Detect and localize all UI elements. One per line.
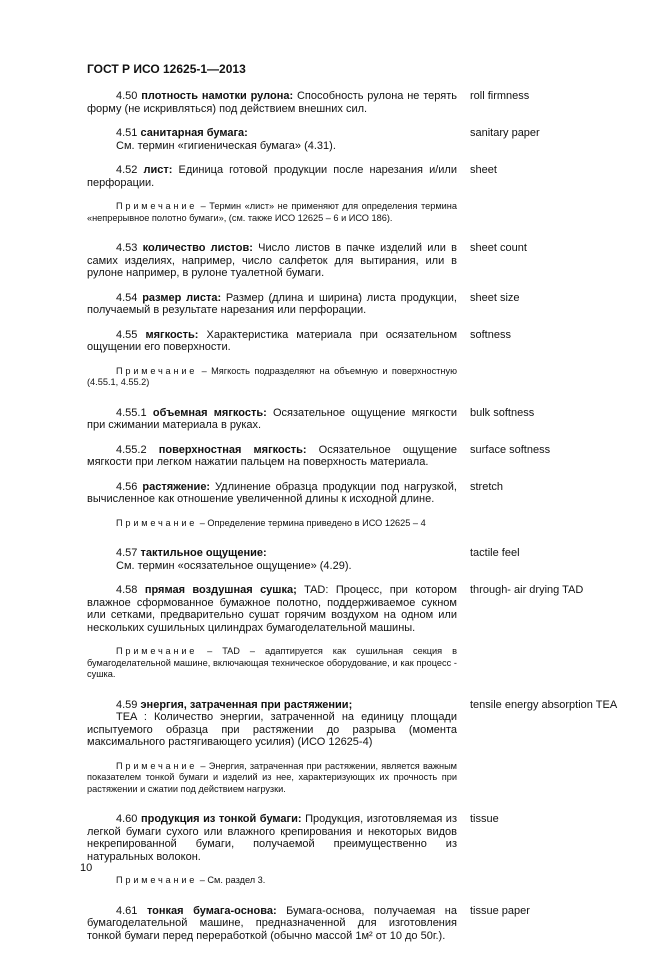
term-name: прямая воздушная сушка; bbox=[144, 584, 297, 596]
note-text: – См. раздел 3. bbox=[197, 875, 266, 885]
term-definition bbox=[87, 90, 457, 115]
term-definition bbox=[87, 127, 457, 152]
term-number: 4.55 bbox=[116, 328, 138, 341]
note-text: – Энергия, затраченная при растяжении, является важным показателем тонкой бумаги и изделий из нее, характеризующих их прочность при растяжении и сжатии под действием нагрузки. bbox=[87, 760, 457, 794]
english-equivalent: bulk softness bbox=[470, 406, 535, 419]
term-entry-4-58 bbox=[87, 584, 649, 634]
term-name: тактильное ощущение: bbox=[140, 547, 267, 559]
term-definition bbox=[87, 164, 457, 189]
term-number: 4.54 bbox=[116, 291, 138, 304]
term-definition bbox=[87, 547, 457, 572]
note-label: Примечание bbox=[116, 875, 198, 885]
english-equivalent: tensile energy absorption TEA bbox=[470, 698, 618, 711]
english-equivalent: roll firmness bbox=[470, 90, 530, 102]
english-equivalent: tissue paper bbox=[470, 904, 530, 917]
term-definition bbox=[87, 481, 457, 506]
term-entry-4-60 bbox=[87, 813, 649, 863]
term-name: тонкая бумага-основа: bbox=[146, 904, 277, 917]
english-equivalent: surface softness bbox=[470, 443, 551, 456]
definition-text: Единица готовой продукции после нарезания и/или перфорации. bbox=[87, 164, 457, 189]
term-name: объемная мягкость: bbox=[152, 406, 267, 419]
english-equivalent: sheet count bbox=[470, 242, 527, 254]
term-number: 4.58 bbox=[116, 584, 138, 596]
definition-text: Продукция, изготовляемая из легкой бумаги сухого или влажного крепирования и некоторых видов некрепированной бумаги, получаемой преимущественно из натуральных волокон. bbox=[87, 813, 457, 863]
note-text: – Мягкость подразделяют на объемную и поверхностную (4.55.1, 4.55.2) bbox=[87, 365, 457, 387]
term-name: растяжение: bbox=[142, 480, 211, 493]
term-entry-4-57 bbox=[87, 547, 649, 572]
term-name: плотность намотки рулона: bbox=[141, 90, 294, 102]
term-name: лист: bbox=[143, 164, 173, 176]
term-name: количество листов: bbox=[142, 242, 253, 254]
term-definition bbox=[87, 444, 457, 469]
term-number: 4.56 bbox=[116, 480, 138, 493]
term-definition bbox=[87, 242, 457, 280]
note-label: Примечание bbox=[116, 517, 198, 528]
definition-text: Бумага-основа, получаемая на бумагоделательной машине, предназначенной для изготовления тонкой бумаги перед переработкой (обычно массой 1м² от 10 до 50г.). bbox=[87, 904, 457, 942]
note-4-59 bbox=[87, 761, 457, 796]
term-entry-4-59 bbox=[87, 699, 649, 749]
definition-text: Способность рулона не терять форму (не искривляться) под действием внешних сил. bbox=[87, 90, 458, 115]
definition-text: Характеристика материала при осязательном ощущении его поверхности. bbox=[87, 328, 458, 353]
english-equivalent: softness bbox=[470, 328, 511, 341]
term-number: 4.53 bbox=[116, 242, 138, 254]
definition-text: Удлинение образца продукции под нагрузкой, вычисленное как отношение увеличенной длины к исходной длине. bbox=[87, 480, 457, 505]
term-definition bbox=[87, 813, 457, 863]
note-text: – TAD – адаптируется как сушильная секция в бумагоделательной машине, включающая техническое оборудование, и как процесс - сушка. bbox=[87, 646, 457, 679]
term-number: 4.55.1 bbox=[116, 406, 147, 419]
term-number: 4.52 bbox=[116, 164, 138, 176]
term-name: санитарная бумага: bbox=[140, 127, 248, 139]
term-definition bbox=[87, 699, 457, 749]
english-equivalent: tissue bbox=[470, 813, 499, 825]
term-name: поверхностная мягкость: bbox=[158, 443, 307, 456]
note-4-55 bbox=[87, 366, 457, 389]
definition-text: См. термин «гигиеническая бумага» (4.31). bbox=[116, 139, 336, 152]
note-text: – Термин «лист» не применяют для определения термина «непрерывное полотно бумаги», (см. также ИСО 12625 – 6 и ИСО 186). bbox=[87, 201, 457, 223]
term-entry-4-55-2 bbox=[87, 444, 649, 469]
term-number: 4.57 bbox=[116, 547, 138, 559]
term-entry-4-61 bbox=[87, 905, 649, 943]
term-name: размер листа: bbox=[142, 291, 222, 304]
definition-text: TAD: Процесс, при котором влажное сформованное бумажное полотно, поддерживаемое сукном или сетками, предварительно сушат горячим воздухом на одном или нескольких сушильных цилиндрах бумагоделательной машины. bbox=[87, 584, 457, 634]
term-entry-4-50 bbox=[87, 90, 649, 115]
term-entry-4-52 bbox=[87, 164, 649, 189]
note-label: Примечание bbox=[116, 646, 198, 656]
english-equivalent: through- air drying TAD bbox=[470, 584, 584, 596]
term-definition bbox=[87, 584, 457, 634]
term-number: 4.59 bbox=[116, 698, 138, 711]
term-entry-4-56 bbox=[87, 481, 649, 506]
term-definition bbox=[87, 407, 457, 432]
term-entry-4-51 bbox=[87, 127, 649, 152]
terms-list bbox=[87, 90, 649, 954]
term-name: продукция из тонкой бумаги: bbox=[140, 813, 302, 825]
note-4-60 bbox=[87, 875, 457, 887]
term-number: 4.61 bbox=[116, 904, 138, 917]
term-number: 4.51 bbox=[116, 127, 138, 139]
note-label: Примечание bbox=[116, 760, 198, 771]
note-4-58 bbox=[87, 646, 457, 681]
term-name: энергия, затраченная при растяжении; bbox=[140, 698, 353, 711]
definition-text: См. термин «осязательное ощущение» (4.29). bbox=[116, 559, 352, 572]
english-equivalent: sheet size bbox=[470, 291, 520, 304]
english-equivalent: tactile feel bbox=[470, 547, 520, 559]
term-number: 4.55.2 bbox=[116, 443, 147, 456]
term-name: мягкость: bbox=[145, 328, 199, 341]
term-entry-4-55 bbox=[87, 329, 649, 354]
term-definition bbox=[87, 329, 457, 354]
term-number: 4.50 bbox=[116, 90, 138, 102]
page-number: 10 bbox=[80, 862, 93, 874]
definition-text: Размер (длина и ширина) листа продукции, получаемый в результате нарезания или перфорации. bbox=[87, 291, 457, 316]
english-equivalent: sheet bbox=[470, 164, 497, 176]
term-definition bbox=[87, 905, 457, 943]
english-equivalent: sanitary paper bbox=[470, 127, 540, 139]
definition-text: Осязательное ощущение мягкости при легком нажатии пальцем на поверхность материала. bbox=[87, 443, 457, 468]
note-label: Примечание bbox=[116, 365, 198, 376]
definition-text: TEA : Количество энергии, затраченной на единицу площади испытуемого образца при растяжении до разрыва (момента максимального растягивающего усилия) (ИСО 12625-4) bbox=[87, 711, 457, 748]
document-header: ГОСТ Р ИСО 12625-1—2013 bbox=[87, 62, 246, 76]
note-label: Примечание bbox=[116, 201, 198, 211]
term-entry-4-54 bbox=[87, 292, 649, 317]
definition-text: Число листов в пачке изделий или в самих изделиях, например, число салфеток для вытирания, или в рулоне например, в рулоне туалетной бумаги. bbox=[87, 242, 457, 279]
term-number: 4.60 bbox=[116, 813, 138, 825]
note-text: – Определение термина приведено в ИСО 12625 – 4 bbox=[197, 517, 426, 528]
term-entry-4-53 bbox=[87, 242, 649, 280]
english-equivalent: stretch bbox=[470, 480, 504, 493]
note-4-56 bbox=[87, 518, 457, 530]
term-definition bbox=[87, 292, 457, 317]
definition-text: Осязательное ощущение мягкости при сжимании материала в руках. bbox=[87, 406, 457, 431]
note-4-52 bbox=[87, 201, 457, 224]
term-entry-4-55-1 bbox=[87, 407, 649, 432]
